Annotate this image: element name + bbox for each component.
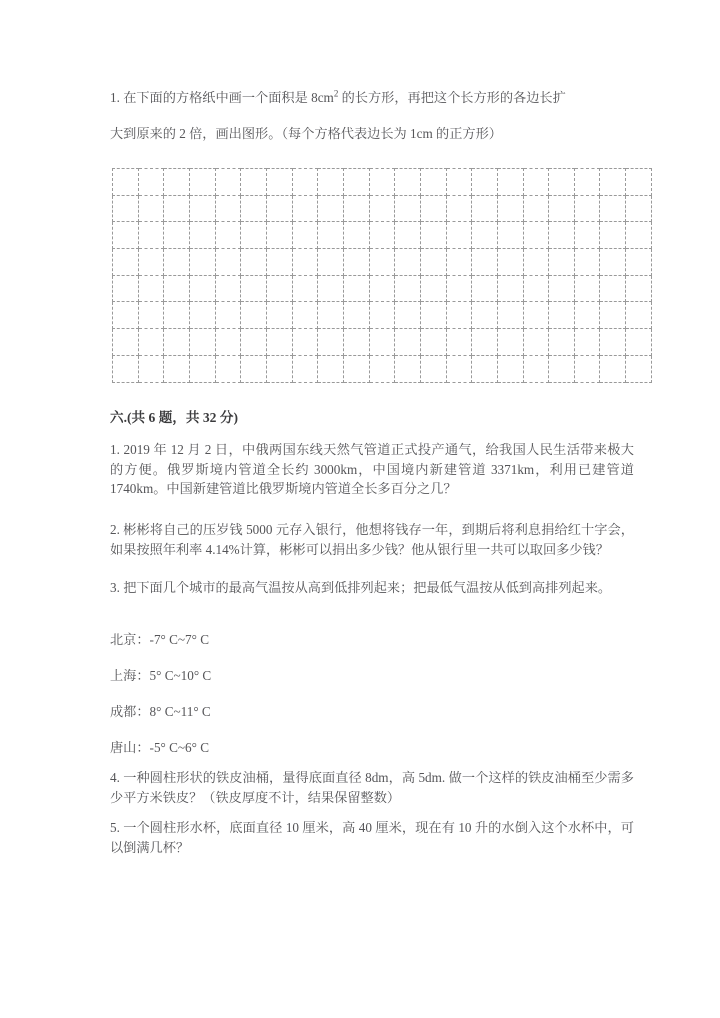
grid-cell [626,222,652,249]
grid-cell [549,355,575,382]
grid-cell [497,169,523,196]
question-1-text: 1. 2019 年 12 月 2 日，中俄两国东线天然气管道正式投产通气，给我国人民生活带来极大的方便。俄罗斯境内管道全长约 3000km，中国境内新建管道 3371km，利用已建管道 1740km。中国新建管道比俄罗斯境内管道全长多百分之几？ [110,442,634,496]
grid-cell [369,302,395,329]
grid-cell [343,355,369,382]
grid-cell [189,329,215,356]
grid-cell [523,249,549,276]
grid-table [112,168,652,383]
grid-cell [626,302,652,329]
grid-cell [420,355,446,382]
grid-cell [266,329,292,356]
grid-cell [215,329,241,356]
grid-cell [549,195,575,222]
temperature-row-shanghai: 上海：5° C~10° C [110,668,212,683]
grid-row [113,195,652,222]
grid-row [113,275,652,302]
top-problem-line1-part-b: 的长方形，再把这个长方形的各边长扩 [338,90,566,105]
grid-cell [138,222,164,249]
section-six-block [110,408,634,428]
temperature-row-tangshan: 唐山：-5° C~6° C [110,740,210,755]
grid-cell [395,249,421,276]
grid-cell [446,275,472,302]
grid-cell [189,355,215,382]
top-problem-line1 [110,80,634,116]
top-problem-line2: 大到原来的 2 倍，画出图形。（每个方格代表边长为 1cm 的正方形） [110,126,502,141]
grid-cell [164,249,190,276]
grid-cell [574,169,600,196]
grid-row [113,222,652,249]
grid-cell [446,195,472,222]
grid-cell [523,355,549,382]
grid-cell [626,275,652,302]
grid-cell [574,329,600,356]
square-unit-superscript: 2 [333,88,339,99]
grid-cell [600,195,626,222]
grid-cell [369,355,395,382]
temperature-row-beijing: 北京：-7° C~7° C [110,632,210,647]
grid-cell [523,329,549,356]
grid-cell [369,195,395,222]
grid-body [113,169,652,383]
grid-cell [292,249,318,276]
top-problem-block [110,80,634,152]
grid-cell [523,222,549,249]
grid-cell [343,329,369,356]
grid-cell [574,302,600,329]
grid-cell [113,169,139,196]
grid-cell [472,195,498,222]
grid-cell [497,275,523,302]
grid-cell [215,222,241,249]
grid-cell [292,275,318,302]
grid-cell [241,249,267,276]
question-4-block [110,768,634,807]
grid-cell [523,169,549,196]
grid-cell [292,222,318,249]
grid-cell [113,275,139,302]
grid-cell [600,222,626,249]
grid-cell [343,222,369,249]
question-2-text: 2. 彬彬将自己的压岁钱 5000 元存入银行，他想将钱存一年，到期后将利息捐给红十字会，如果按照年利率 4.14%计算，彬彬可以捐出多少钱？他从银行里一共可以取回多少钱？ [110,522,634,557]
grid-cell [164,275,190,302]
grid-cell [626,355,652,382]
grid-cell [138,169,164,196]
grid-cell [266,249,292,276]
temperature-row-chengdu: 成都：8° C~11° C [110,704,211,719]
grid-cell [497,195,523,222]
grid-cell [626,329,652,356]
grid-cell [600,302,626,329]
temperature-list [110,622,634,766]
grid-cell [472,355,498,382]
grid-cell [446,355,472,382]
grid-cell [395,275,421,302]
grid-cell [446,222,472,249]
grid-cell [266,195,292,222]
grid-cell [241,195,267,222]
grid-cell [189,275,215,302]
grid-cell [215,355,241,382]
grid-cell [241,222,267,249]
grid-cell [215,195,241,222]
grid-cell [189,169,215,196]
question-5-text: 5. 一个圆柱形水杯，底面直径 10 厘米，高 40 厘米，现在有 10 升的水倒入这个水杯中，可以倒满几杯？ [110,820,634,855]
grid-cell [343,169,369,196]
grid-cell [266,169,292,196]
grid-cell [215,249,241,276]
grid-cell [113,249,139,276]
grid-cell [446,169,472,196]
grid-cell [318,222,344,249]
grid-cell [446,329,472,356]
grid-cell [395,329,421,356]
grid-cell [446,249,472,276]
grid-cell [138,249,164,276]
grid-cell [472,275,498,302]
grid-cell [395,195,421,222]
grid-cell [420,329,446,356]
grid-cell [600,249,626,276]
section-heading: 六.(共 6 题，共 32 分) [110,410,238,425]
grid-cell [600,329,626,356]
grid-row [113,249,652,276]
grid-cell [369,275,395,302]
question-2-block [110,520,634,559]
grid-cell [343,275,369,302]
grid-cell [369,329,395,356]
grid-cell [626,249,652,276]
graph-paper-grid [112,168,652,374]
grid-cell [497,355,523,382]
grid-cell [138,355,164,382]
grid-cell [164,169,190,196]
grid-cell [472,169,498,196]
grid-cell [113,302,139,329]
grid-cell [600,355,626,382]
grid-cell [395,222,421,249]
question-4-text: 4. 一种圆柱形状的铁皮油桶，量得底面直径 8dm，高 5dm. 做一个这样的铁皮油桶至少需多少平方米铁皮？（铁皮厚度不计，结果保留整数） [110,770,634,805]
grid-cell [369,249,395,276]
grid-cell [164,302,190,329]
grid-cell [343,195,369,222]
grid-cell [626,195,652,222]
grid-cell [497,222,523,249]
grid-cell [138,275,164,302]
grid-row [113,169,652,196]
grid-cell [241,302,267,329]
grid-cell [574,222,600,249]
grid-cell [113,355,139,382]
grid-row [113,329,652,356]
grid-cell [215,169,241,196]
question-3-block [110,578,634,598]
grid-cell [266,302,292,329]
grid-cell [292,355,318,382]
grid-cell [241,355,267,382]
grid-cell [472,249,498,276]
grid-cell [626,169,652,196]
grid-cell [266,355,292,382]
grid-cell [266,222,292,249]
grid-cell [549,302,575,329]
grid-cell [292,169,318,196]
grid-cell [549,329,575,356]
grid-cell [318,275,344,302]
grid-cell [446,302,472,329]
question-5-block [110,818,634,857]
grid-cell [420,249,446,276]
grid-cell [472,329,498,356]
grid-cell [292,329,318,356]
grid-cell [318,355,344,382]
grid-cell [472,302,498,329]
grid-cell [138,195,164,222]
grid-cell [138,329,164,356]
grid-row [113,302,652,329]
grid-cell [215,275,241,302]
grid-cell [343,249,369,276]
grid-cell [600,275,626,302]
grid-cell [318,302,344,329]
grid-cell [420,275,446,302]
grid-cell [523,275,549,302]
top-problem-line1-part-a: 1. 在下面的方格纸中画一个面积是 8cm [110,90,334,105]
grid-cell [420,195,446,222]
grid-cell [574,275,600,302]
grid-cell [574,355,600,382]
grid-cell [395,302,421,329]
grid-cell [420,222,446,249]
grid-cell [164,222,190,249]
grid-cell [369,222,395,249]
grid-cell [164,355,190,382]
grid-cell [549,222,575,249]
grid-cell [523,302,549,329]
grid-cell [113,222,139,249]
grid-cell [241,169,267,196]
grid-cell [189,302,215,329]
grid-cell [113,329,139,356]
grid-cell [549,169,575,196]
grid-cell [574,195,600,222]
grid-cell [292,302,318,329]
grid-cell [523,195,549,222]
grid-cell [574,249,600,276]
grid-cell [472,222,498,249]
grid-cell [497,249,523,276]
grid-cell [318,169,344,196]
question-1-block [110,440,634,499]
grid-cell [420,169,446,196]
grid-cell [241,275,267,302]
grid-cell [497,302,523,329]
grid-cell [318,249,344,276]
grid-cell [189,222,215,249]
grid-cell [549,249,575,276]
question-3-text: 3. 把下面几个城市的最高气温按从高到低排列起来；把最低气温按从低到高排列起来。 [110,580,612,595]
grid-cell [266,275,292,302]
grid-cell [241,329,267,356]
grid-cell [292,195,318,222]
grid-cell [164,329,190,356]
grid-cell [549,275,575,302]
grid-cell [138,302,164,329]
grid-cell [343,302,369,329]
grid-cell [113,195,139,222]
grid-cell [189,195,215,222]
grid-cell [600,169,626,196]
grid-cell [215,302,241,329]
grid-cell [189,249,215,276]
grid-cell [318,195,344,222]
grid-cell [395,169,421,196]
grid-row [113,355,652,382]
grid-cell [395,355,421,382]
grid-cell [369,169,395,196]
grid-cell [420,302,446,329]
grid-cell [318,329,344,356]
grid-cell [497,329,523,356]
grid-cell [164,195,190,222]
